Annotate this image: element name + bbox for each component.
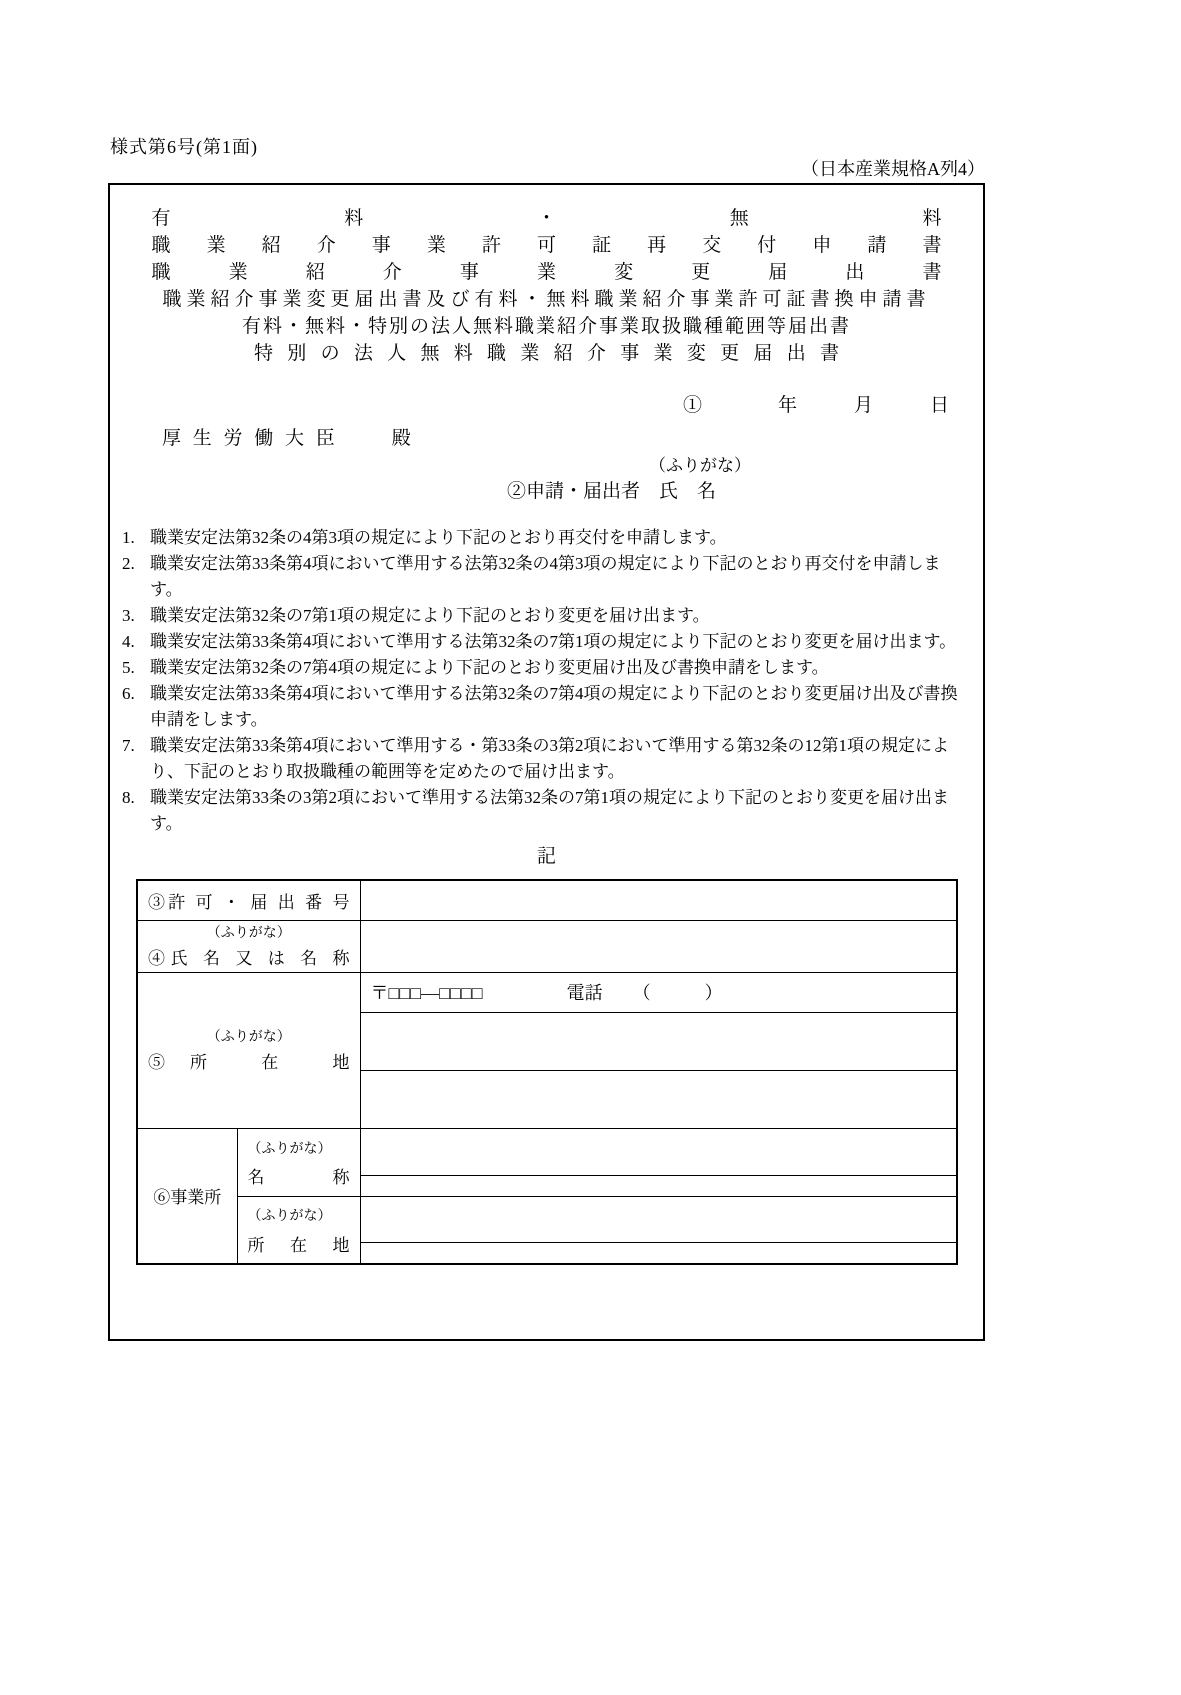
form-number-label: 様式第6号(第1面)	[110, 137, 258, 157]
address-label: ⑤所 在 地	[148, 1052, 350, 1072]
clause-text: 職業安定法第32条の7第4項の規定により下記のとおり変更届け出及び書換申請をします。	[150, 658, 829, 677]
date-line: ① 年 月 日	[682, 395, 949, 416]
title-line-change-and-rewrite-application: 職業紹介事業変更届出書及び有料・無料職業紹介事業許可証書換申請書	[162, 289, 931, 310]
name-label-cell	[137, 920, 360, 972]
clause-text: 職業安定法第32条の7第1項の規定により下記のとおり変更を届け出ます。	[150, 606, 710, 625]
telephone-field[interactable]: （ ）	[632, 983, 723, 1003]
clause-text: 職業安定法第33条第4項において準用する法第32条の7第4項の規定により下記のとおり変更届け出及び書換申請をします。	[150, 684, 958, 729]
title-line-special-corporation-change-notification: 特 別 の 法 人 無 料 職 業 紹 介 事 業 変 更 届 出 書	[254, 343, 839, 364]
address-field-line-2[interactable]	[360, 1070, 957, 1128]
permit-number-label-cell	[137, 880, 360, 920]
permit-number-field[interactable]	[360, 880, 957, 920]
clause-list	[122, 525, 971, 837]
form-frame	[108, 183, 985, 1341]
office-address-furigana-field[interactable]	[361, 1216, 957, 1243]
office-label: ⑥事業所	[153, 1188, 222, 1208]
clause-number: 4.	[122, 632, 135, 651]
telephone-label: 電話	[566, 983, 603, 1003]
clause-item-1	[122, 525, 971, 551]
title-line-change-notification: 職 業 紹 介 事 業 変 更 届 出 書	[151, 262, 942, 283]
clause-number: 2.	[122, 554, 135, 573]
clause-number: 8.	[122, 788, 135, 807]
clause-text: 職業安定法第32条の4第3項の規定により下記のとおり再交付を申請します。	[150, 528, 727, 547]
clause-item-2	[122, 551, 971, 603]
address-postal-tel-cell[interactable]	[360, 972, 957, 1012]
detail-table	[136, 879, 958, 1265]
office-address-label-cell	[237, 1196, 360, 1264]
clause-item-3	[122, 603, 971, 629]
clause-number: 5.	[122, 658, 135, 677]
office-name-furigana-label: （ふりがな）	[247, 1141, 332, 1157]
title-line-paid-free: 有 料 ・ 無 料	[151, 208, 942, 229]
clause-number: 6.	[122, 684, 135, 703]
address-label-cell	[137, 972, 360, 1128]
office-name-label: 名 称	[247, 1168, 350, 1187]
title-line-license-reissue-application: 職 業 紹 介 事 業 許 可 証 再 交 付 申 請 書	[151, 235, 942, 256]
office-label-cell	[137, 1128, 237, 1264]
office-name-label-cell	[237, 1128, 360, 1196]
clause-item-4	[122, 629, 971, 655]
permit-number-label: ③許 可 ・ 届 出 番 号	[148, 892, 350, 912]
clause-item-6	[122, 681, 971, 733]
clause-item-5	[122, 655, 971, 681]
office-address-field-cell	[360, 1196, 957, 1264]
minister-addressee: 厚 生 労 働 大 臣 殿	[162, 428, 411, 449]
applicant-furigana-label: （ふりがな）	[649, 456, 751, 475]
office-address-label: 所 在 地	[247, 1235, 350, 1255]
office-address-furigana-label: （ふりがな）	[247, 1209, 332, 1225]
clause-text: 職業安定法第33条第4項において準用する法第32条の4第3項の規定により下記のとおり再交付を申請します。	[150, 554, 941, 599]
title-line-handled-occupation-scope-notification: 有料・無料・特別の法人無料職業紹介事業取扱職種範囲等届出書	[241, 316, 851, 337]
clause-item-8	[122, 785, 971, 837]
clause-item-7	[122, 733, 971, 785]
office-name-furigana-field[interactable]	[361, 1149, 957, 1176]
title-block	[152, 205, 942, 367]
clause-number: 3.	[122, 606, 135, 625]
office-name-field-cell	[360, 1128, 957, 1196]
ki-heading: 記	[536, 846, 556, 867]
name-field[interactable]	[360, 920, 957, 972]
clause-text: 職業安定法第33条第4項において準用する・第33条の3第2項において準用する第32条の12第1項の規定により、下記のとおり取扱職種の範囲等を定めたので届け出ます。	[150, 736, 949, 781]
clause-number: 7.	[122, 736, 135, 755]
address-field-line-1[interactable]	[360, 1012, 957, 1070]
clause-text: 職業安定法第33条の3第2項において準用する法第32条の7第1項の規定により下記のとおり変更を届け出ます。	[150, 788, 949, 833]
address-furigana-label: （ふりがな）	[206, 1029, 291, 1045]
jis-standard-label: （日本産業規格A列4）	[801, 159, 985, 179]
postal-code-placeholder[interactable]: 〒□□□―□□□□	[370, 983, 483, 1003]
name-furigana-label: （ふりがな）	[206, 925, 291, 941]
clause-text: 職業安定法第33条第4項において準用する法第32条の7第1項の規定により下記のとおり変更を届け出ます。	[150, 632, 957, 651]
clause-number: 1.	[122, 528, 135, 547]
name-label: ④氏 名 又 は 名 称	[148, 948, 350, 968]
applicant-name-label: ②申請・届出者 氏 名	[507, 481, 717, 502]
